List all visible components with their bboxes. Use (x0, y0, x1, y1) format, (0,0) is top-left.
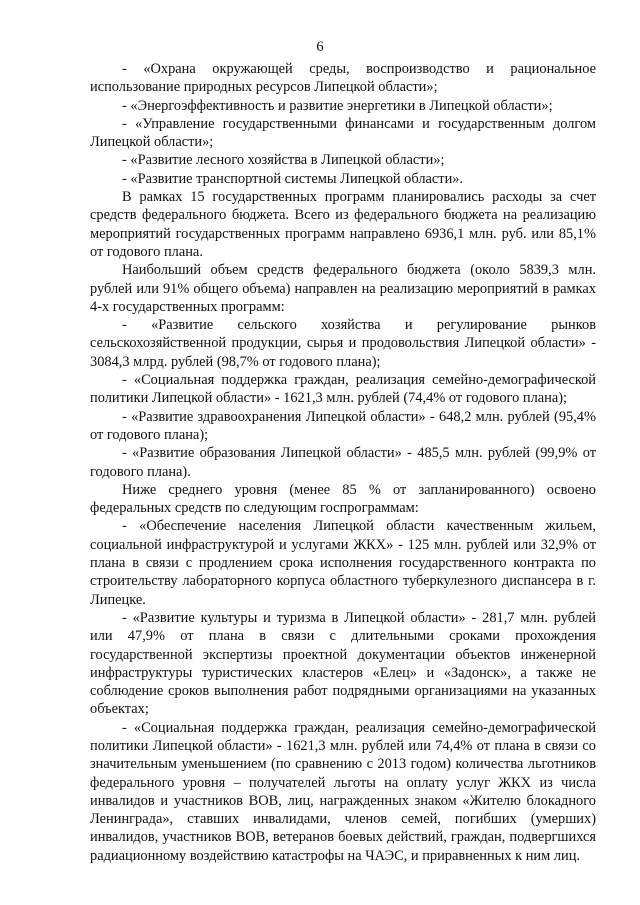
list-item-social-support-detail: - «Социальная поддержка граждан, реализация семейно-демографической политики Липецкой области» - 1621,3 млн. рублей или 74,4% от плана в связи со значительным уменьшением (по сравнению с 2013 годом) количества льготников федерального уровня – получателей льготы на оплату услуг ЖКХ из числа инвалидов и участников ВОВ, лиц, награжденных знаком «Жителю блокадного Ленинграда», ставших инвалидами, членов семей, погибших (умерших) инвалидов, участников ВОВ, ветеранов боевых действий, граждан, подвергшихся радиационному воздействию катастрофы на ЧАЭС, и приравненных к ним лиц. (90, 719, 596, 864)
list-item-forestry-program: - «Развитие лесного хозяйства в Липецкой области»; (122, 152, 445, 169)
list-item-environment-program: - «Охрана окружающей среды, воспроизводство и рациональное использование природных ресурсов Липецкой области»; (90, 61, 596, 96)
list-item-healthcare-program: - «Развитие здравоохранения Липецкой области» - 648,2 млн. рублей (95,4% от годового плана); (90, 408, 596, 443)
paragraph-federal-funding: В рамках 15 государственных программ планировались расходы за счет средств федерального бюджета. Всего из федерального бюджета на реализацию мероприятий государственных программ направлено 6936,1 млн. руб. или 85,1% от годового плана. (90, 189, 596, 260)
list-item-housing-program: - «Обеспечение населения Липецкой области качественным жильем, социальной инфраструктурой и услугами ЖКХ» - 125 млн. рублей или 32,9% от плана в связи с продлением срока исполнения государственного контракта по строительству лабораторного корпуса областного туберкулезного диспансера в г. Липецке. (90, 518, 596, 608)
paragraph-largest-volume: Наибольший объем средств федерального бюджета (около 5839,3 млн. рублей или 91% общего объема) направлен на реализацию мероприятий в рамках 4-х государственных программ: (90, 262, 596, 315)
list-item-finance-program: - «Управление государственными финансами и государственным долгом Липецкой области»; (90, 115, 596, 151)
list-item-agriculture-program: - «Развитие сельского хозяйства и регулирование рынков сельскохозяйственной продукции, сырья и продовольствия Липецкой области» - 3084,3 млрд. рублей (98,7% от годового плана); (90, 317, 596, 370)
list-item-energy-program: - «Энергоэффективность и развитие энергетики в Липецкой области»; (122, 97, 553, 114)
list-item-education-program: - «Развитие образования Липецкой области» - 485,5 млн. рублей (99,9% от годового плана). (90, 445, 596, 480)
document-body (90, 60, 596, 865)
page-number: 6 (316, 39, 324, 55)
list-item-transport-program: - «Развитие транспортной системы Липецкой области». (122, 170, 464, 187)
list-item-culture-program: - «Развитие культуры и туризма в Липецкой области» - 281,7 млн. рублей или 47,9% от плана в связи с длительными сроками прохождения государственной экспертизы проектной документации объектов инженерной инфраструктуры туристических кластеров «Елец» и «Задонск», а также не соблюдение сроков выполнения работ подрядными организациями на указанных объектах; (90, 609, 596, 718)
paragraph-below-average: Ниже среднего уровня (менее 85 % от запланированного) освоено федеральных средств по следующим госпрограммам: (90, 481, 596, 517)
list-item-social-support-program: - «Социальная поддержка граждан, реализация семейно-демографической политики Липецкой области» - 1621,3 млн. рублей (74,4% от годового плана); (90, 372, 596, 407)
